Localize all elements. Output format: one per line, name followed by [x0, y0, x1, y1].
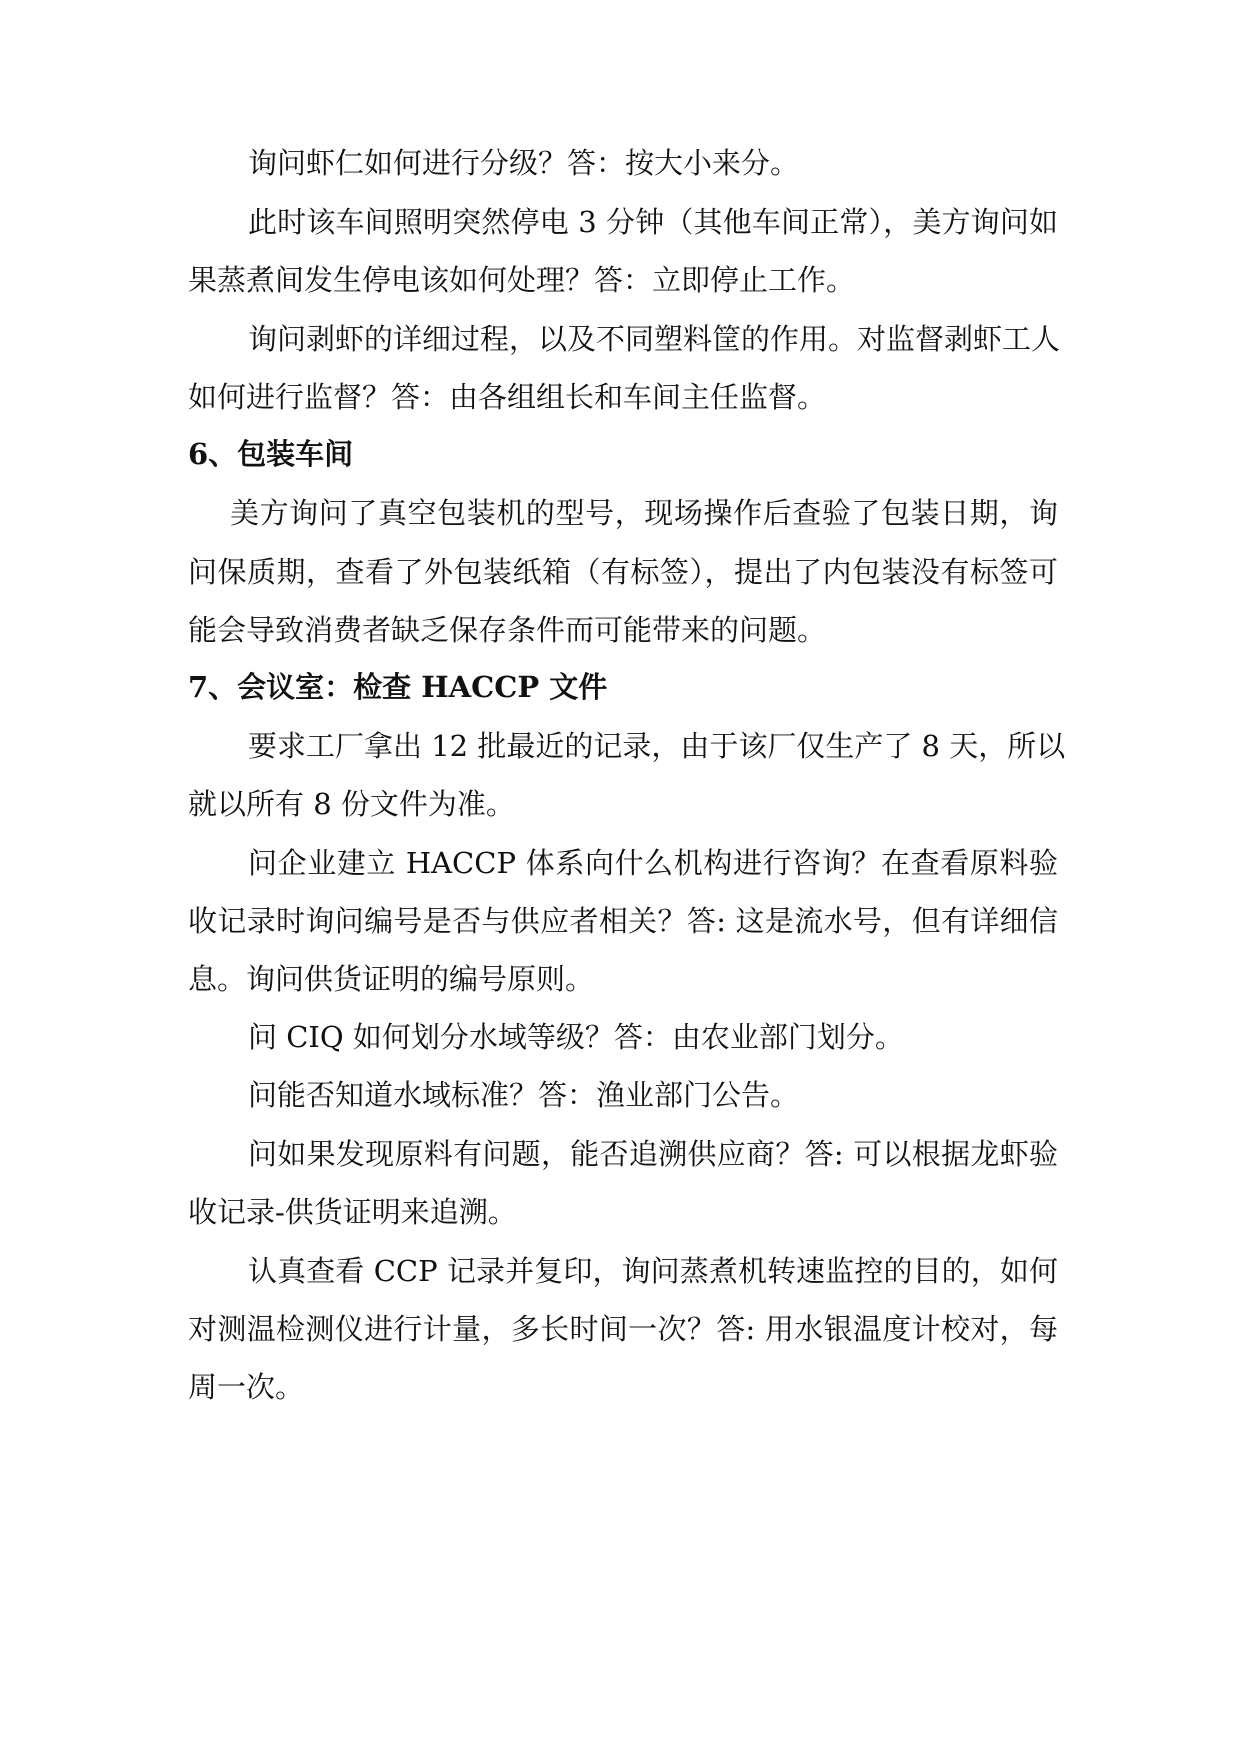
paragraph-peeling-process-line-1: 询问剥虾的详细过程，以及不同塑料筐的作用。对监督剥虾工人 [248, 322, 1061, 356]
paragraph-packaging-line-1: 美方询问了真空包装机的型号，现场操作后查验了包装日期，询 [230, 496, 1058, 530]
paragraph-packaging-line-2: 问保质期，查看了外包装纸箱（有标签），提出了内包装没有标签可 [188, 555, 1058, 589]
paragraph-shrimp-grading: 询问虾仁如何进行分级？答：按大小来分。 [248, 146, 800, 180]
paragraph-ccp-records-line-1: 认真查看 CCP 记录并复印，询问蒸煮机转速监控的目的，如何 [248, 1254, 1058, 1288]
heading-meeting-room-haccp: 7、会议室：检查 HACCP 文件 [188, 670, 608, 704]
paragraph-ciq-water-grading: 问 CIQ 如何划分水域等级？答：由农业部门划分。 [248, 1020, 904, 1054]
paragraph-water-standard: 问能否知道水域标准？答：渔业部门公告。 [248, 1078, 800, 1112]
paragraph-records-line-2: 就以所有 8 份文件为准。 [188, 787, 515, 821]
paragraph-ccp-records-line-2: 对测温检测仪进行计量，多长时间一次？答: 用水银温度计校对，每 [188, 1312, 1058, 1346]
paragraph-traceability-line-1: 问如果发现原料有问题，能否追溯供应商？答: 可以根据龙虾验 [248, 1137, 1058, 1171]
paragraph-peeling-process-line-2: 如何进行监督？答：由各组组长和车间主任监督。 [188, 380, 827, 414]
paragraph-haccp-consult-line-2: 收记录时询问编号是否与供应者相关？答: 这是流水号，但有详细信 [188, 904, 1058, 938]
paragraph-haccp-consult-line-3: 息。询问供货证明的编号原则。 [188, 962, 595, 996]
heading-packaging-workshop: 6、包装车间 [188, 437, 354, 471]
paragraph-packaging-line-3: 能会导致消费者缺乏保存条件而可能带来的问题。 [188, 613, 827, 647]
paragraph-records-line-1: 要求工厂拿出 12 批最近的记录，由于该厂仅生产了 8 天，所以 [248, 729, 1066, 763]
paragraph-power-outage-line-2: 果蒸煮间发生停电该如何处理？答：立即停止工作。 [188, 263, 856, 297]
paragraph-ccp-records-line-3: 周一次。 [188, 1370, 305, 1404]
paragraph-power-outage-line-1: 此时该车间照明突然停电 3 分钟（其他车间正常），美方询问如 [248, 205, 1058, 239]
paragraph-haccp-consult-line-1: 问企业建立 HACCP 体系向什么机构进行咨询？在查看原料验 [248, 846, 1058, 880]
paragraph-traceability-line-2: 收记录-供货证明来追溯。 [188, 1195, 517, 1229]
